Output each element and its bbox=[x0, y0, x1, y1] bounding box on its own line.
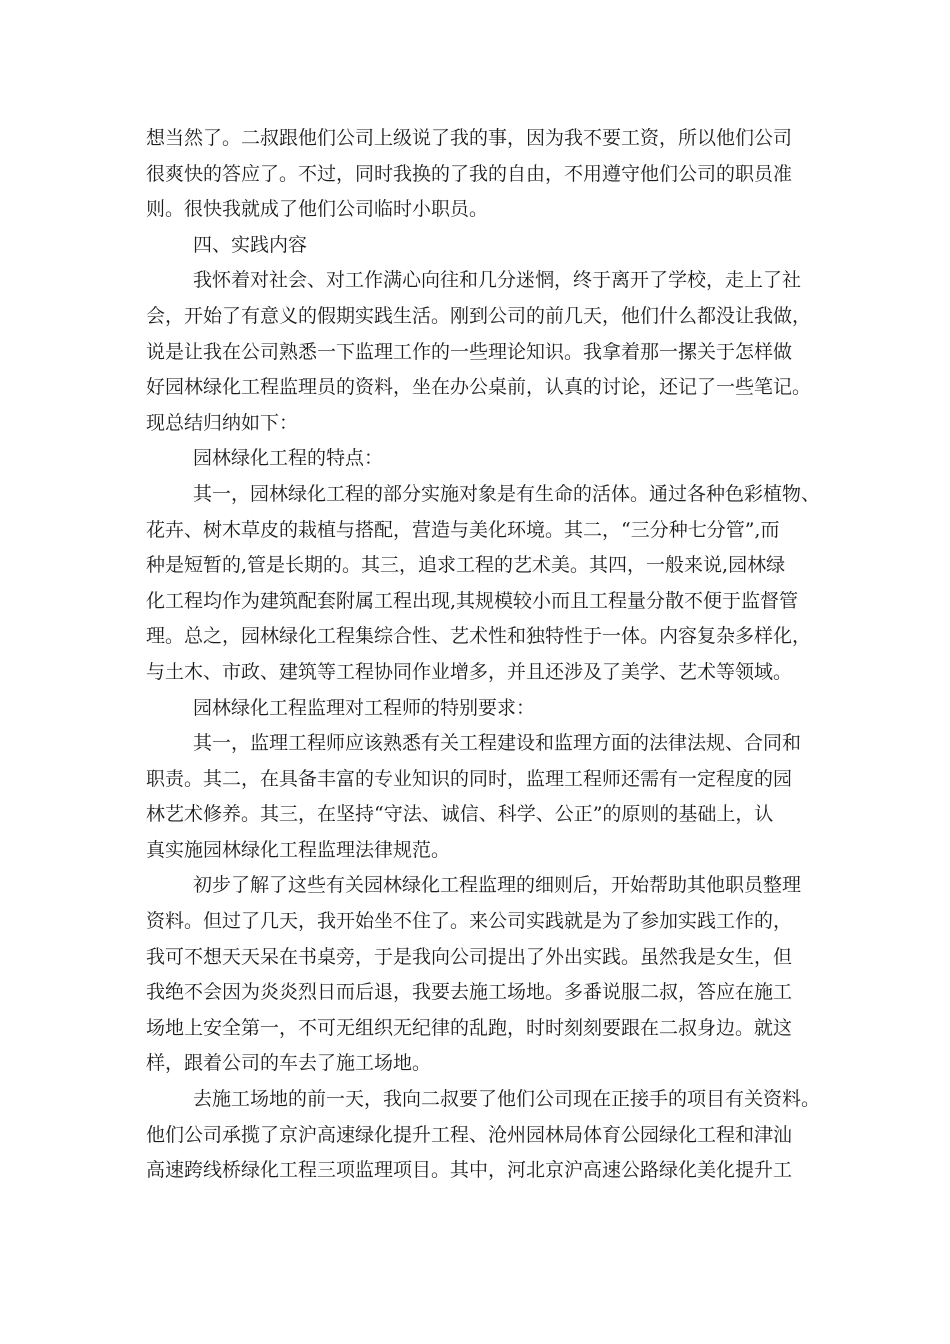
text-line: 样，跟着公司的车去了施工场地。 bbox=[146, 1052, 432, 1075]
text-line: 理。总之，园林绿化工程集综合性、艺术性和独特性于一体。内容复杂多样化， bbox=[146, 625, 812, 648]
text-line: 种是短暂的,管是长期的。其三，追求工程的艺术美。其四，一般来说,园林绿 bbox=[146, 554, 786, 577]
text-line: 很爽快的答应了。不过，同时我换的了我的自由，不用遵守他们公司的职员准 bbox=[146, 162, 793, 185]
text-line: 我可不想天天呆在书桌旁，于是我向公司提出了外出实践。虽然我是女生，但 bbox=[146, 945, 793, 968]
text-line: 其一，监理工程师应该熟悉有关工程建设和监理方面的法律法规、合同和 bbox=[193, 732, 802, 755]
text-line: 花卉、树木草皮的栽植与搭配，营造与美化环境。其二，“三分种七分管”,而 bbox=[146, 518, 780, 541]
text-line: 好园林绿化工程监理员的资料，坐在办公桌前，认真的讨论，还记了一些笔记。 bbox=[146, 376, 812, 399]
text-line: 会，开始了有意义的假期实践生活。刚到公司的前几天，他们什么都没让我做， bbox=[146, 304, 812, 327]
document-body bbox=[146, 121, 836, 1189]
text-line: 资料。但过了几天，我开始坐不住了。来公司实践就是为了参加实践工作的， bbox=[146, 910, 793, 933]
text-line: 其一，园林绿化工程的部分实施对象是有生命的活体。通过各种色彩植物、 bbox=[193, 482, 821, 505]
text-line: 我怀着对社会、对工作满心向往和几分迷惘，终于离开了学校，走上了社 bbox=[193, 269, 802, 292]
text-line: 他们公司承揽了京沪高速绿化提升工程、沧州园林局体育公园绿化工程和津汕 bbox=[146, 1123, 793, 1146]
text-line: 与土木、市政、建筑等工程协同作业增多，并且还涉及了美学、艺术等领域。 bbox=[146, 660, 793, 683]
text-line: 说是让我在公司熟悉一下监理工作的一些理论知识。我拿着那一摞关于怎样做 bbox=[146, 340, 793, 363]
text-line: 园林绿化工程的特点： bbox=[193, 447, 384, 470]
text-line: 想当然了。二叔跟他们公司上级说了我的事，因为我不要工资，所以他们公司 bbox=[146, 127, 793, 149]
text-line: 四、实践内容 bbox=[193, 233, 308, 256]
text-line: 场地上安全第一，不可无组织无纪律的乱跑，时时刻刻要跟在二叔身边。就这 bbox=[146, 1016, 793, 1039]
text-line: 职责。其二，在具备丰富的专业知识的同时，监理工程师还需有一定程度的园 bbox=[146, 767, 793, 790]
text-line: 化工程均作为建筑配套附属工程出现,其规模较小而且工程量分散不便于监督管 bbox=[146, 589, 799, 612]
text-line: 去施工场地的前一天，我向二叔要了他们公司现在正接手的项目有关资料。 bbox=[193, 1088, 821, 1111]
text-line: 初步了解了这些有关园林绿化工程监理的细则后，开始帮助其他职员整理 bbox=[193, 874, 802, 897]
text-line: 高速跨线桥绿化工程三项监理项目。其中，河北京沪高速公路绿化美化提升工 bbox=[146, 1159, 793, 1182]
text-line: 现总结归纳如下： bbox=[146, 411, 299, 434]
text-line: 林艺术修养。其三，在坚持“守法、诚信、科学、公正”的原则的基础上，认 bbox=[146, 803, 774, 826]
text-line: 则。很快我就成了他们公司临时小职员。 bbox=[146, 198, 489, 221]
text-line: 真实施园林绿化工程监理法律规范。 bbox=[146, 838, 451, 861]
text-line: 我绝不会因为炎炎烈日而后退，我要去施工场地。多番说服二叔，答应在施工 bbox=[146, 981, 793, 1004]
text-line: 园林绿化工程监理对工程师的特别要求： bbox=[193, 696, 536, 719]
